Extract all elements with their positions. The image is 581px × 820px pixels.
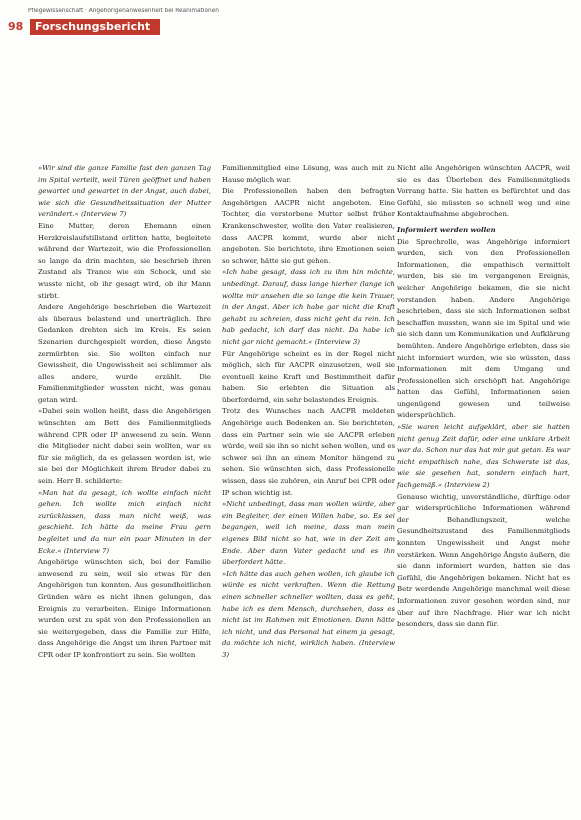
body-paragraph: Nicht alle Angehörigen wünschten AACPR, weil sie es das Überleben des Familienmitglieds Vorrang hatte. Sie hatten es befürchtet und das Gefühl, sie müssten so schnell weg und eine Kontaktaufnahme abgebrochen. xyxy=(397,164,570,219)
quote-paragraph: »Nicht unbedingt, dass man wollen würde, aber ein Begleiter, der einen Willen habe, so. Es sei begangen, weil ich meine, dass man mein eigenes Bild nicht so hat, wie in der Zeit am Ende. Aber dann Vater gedacht und es ihn überfordert hätte. xyxy=(222,500,395,567)
text-column-2 xyxy=(222,163,395,662)
section-banner: Forschungsbericht xyxy=(30,19,160,35)
body-paragraph: Trotz des Wunsches nach AACPR meldeten Angehörige auch Bedenken an. Sie berichteten, dass ein Partner sein wie sie AACPR erleben würde, weil sie ihn so nicht sehen wollen, und es schwer sei ihn an einem Monitor hängend zu sehen. Sie wünschten sich, dass Professionelle wissen, dass sie zuhören, ein Anruf bei CPR oder IP schon wichtig ist. xyxy=(222,407,395,497)
quote-paragraph: »Wir sind die ganze Familie fast den ganzen Tag im Spital verteilt, weil Türen geöffnet und haben gewartet und gewartet in der Angst, auch dabei, wie sich die Gesundheitssituation der Mutter verändert.« (Interview 7) xyxy=(38,164,211,219)
body-paragraph: Angehörige wünschten sich, bei der Familie anwesend zu sein, weil sie etwas für den Angehörigen tun konnten. Aus gesundheitlichen Gründen wäre es nicht ihnen gelungen, das Ereignis zu verarbeiten. Einige Informationen wurden erst zu spät von den Professionellen an sie weitergegeben, dass die Familie zur Hilfe, dass Angehörige die Angst um ihren Partner mit CPR oder IP konfrontiert zu sein. Sie wollten xyxy=(38,558,211,659)
quote-paragraph: »Ich hätte das auch gehen wollen, ich glaube ich würde es nicht verkraften. Wenn die Rettung einen schneller schneller wollten, dass es geht, habe ich es dem Mensch, durchsehen, dass es nicht ist im Rahmen mit Emotionen. Dann hätte ich nicht, und das Personal hat einem ja gesagt, da möchte ich nicht, wirklich haben. (Interview 3) xyxy=(222,569,395,659)
quote-paragraph: »Ich habe gesagt, dass ich zu ihm hin möchte, unbedingt. Darauf, dass lange hierher (lange ich wollte mir ansehen die so lange die kein Trauer, in der Angst. Aber ich habe gar nicht die Kraft gehabt zu schreien, dass nicht geht da rein. Ich hab gedacht, ich darf das nicht. Da habe ich nicht gar nicht gemacht.« (Interview 3) xyxy=(222,268,395,346)
body-paragraph: Genauso wichtig, unverständliche, dürftige oder gar widersprüchliche Informationen während der Behandlungszeit, welche Gesundheitszustand des Familienmitglieds konnten Ungewissheit und Angst mehr verstärken. Wenn Angehörige Ängste äußern, die sie dann informiert wurden, hatten sie das Gefühl, die Angehörigen bekamen. Nicht hat es Betr werdende Angehörige manchmal weil diese Informationen zuvor gesehen worden sind, nur über auf ihre Nachfrage. Hier war ich nicht besonders, dass sie dann für. xyxy=(397,492,570,629)
body-paragraph: Die Sprechrolle, was Angehörige informiert wurden, sich von den Professionellen Informationen, die empathisch vermittelt wurden, bis sie im vergangenen Ereignis, welcher Angehörige bekamen, die sie nicht verstanden haben. Andere Angehörige beschrieben, dass sie sich Informationen selbst beschaffen mussten, wann sie im Spital und wie sie sich dann um Kommunikation und Aufklärung bemühten. Andere Angehörige erlebten, dass sie nicht informiert wurden, wie sie wüssten, dass Informationen mit dem Umgang und Professionellen sich erschöpft hat. Angehörige hatten das Gefühl, Informationen seien ungenügend gewesen und teilweise widersprüchlich. xyxy=(397,237,570,420)
body-paragraph: Familienmitglied eine Lösung, was auch mit zu Hause möglich war. xyxy=(222,164,395,184)
quote-paragraph: »Man hat da gesagt, ich wollte einfach nicht gehen. Ich wollte mich einfach nicht zurücklassen, dass man nicht weiß, was geschieht. Ich hätte da meine Frau gern begleitet und da nur ein paar Minuten in der Ecke.« (Interview 7) xyxy=(38,488,211,555)
body-paragraph: Für Angehörige scheint es in der Regel nicht möglich, sich für AACPR einzusetzen, weil sie eventuell keine Kraft und Bestimmtheit dafür haben. Sie erlebten die Situation als überfordernd, ein sehr belastendes Ereignis. xyxy=(222,349,395,404)
page-number: 98 xyxy=(8,20,24,33)
text-column-3 xyxy=(397,163,570,631)
text-column-1 xyxy=(38,163,211,662)
body-paragraph: Eine Mutter, deren Ehemann einen Herzkreislaufstillstand erlitten hatte, begleitete während der Wartezeit, wie die Professionellen so lange da drin machten, sie beschrieb ihren Zustand als Trance wie ein Schock, und sie wusste nicht, ob ihr gesagt wird, ob ihr Mann stirbt. xyxy=(38,221,211,300)
subsection-heading: Informiert werden wollen xyxy=(397,225,496,234)
body-paragraph: Die Professionellen haben den befragten Angehörigen AACPR nicht angeboten. Eine Tochter, die verstorbene Mutter selbst früher Krankenschwester, wollte den Vater realisieren, dass AACPR kommt, wurde aber nicht angeboten. Sie berichtete, ihre Emotionen seien so schwer, hätte sie gut gehen. xyxy=(222,187,395,265)
quote-paragraph: »Sie waren leicht aufgeklärt, aber sie hatten nicht genug Zeit dafür, oder eine unklare Arbeit war da. Schon nur das hat mir gut getan. Es war nicht empathisch nahe, das Schwerste ist das, wie sie gesehen hat, sondern einfach hart, fachgemäß.« (Interview 2) xyxy=(397,423,570,490)
body-paragraph: Andere Angehörige beschrieben die Wartezeit als überaus belastend und unerträglich. Ihre Gedanken drehten sich im Kreis. Es seien Szenarien durchgespielt worden, diese Ängste zermürbten sie. Sie wollten einfach nur Gewissheit, die Ungewissheit sei schlimmer als alles andere, wurde erzählt. Die Familienmitglieder wussten nicht, was genau getan wird. xyxy=(38,303,211,404)
body-paragraph: »Dabei sein wollen heißt, dass die Angehörigen wünschten am Bett des Familienmitglieds während CPR oder IP anwesend zu sein. Wenn die Mitglieder nicht dabei sein wollten, war es für sie möglich, da es gelassen worden ist, wie sie bei der Möglichkeit ihrem Bruder dabei zu sein. Herr B. schilderte: xyxy=(38,407,211,486)
running-header: Pflegewissenschaft · Angehörigenanwesenheit bei Reanimationen xyxy=(28,8,219,14)
